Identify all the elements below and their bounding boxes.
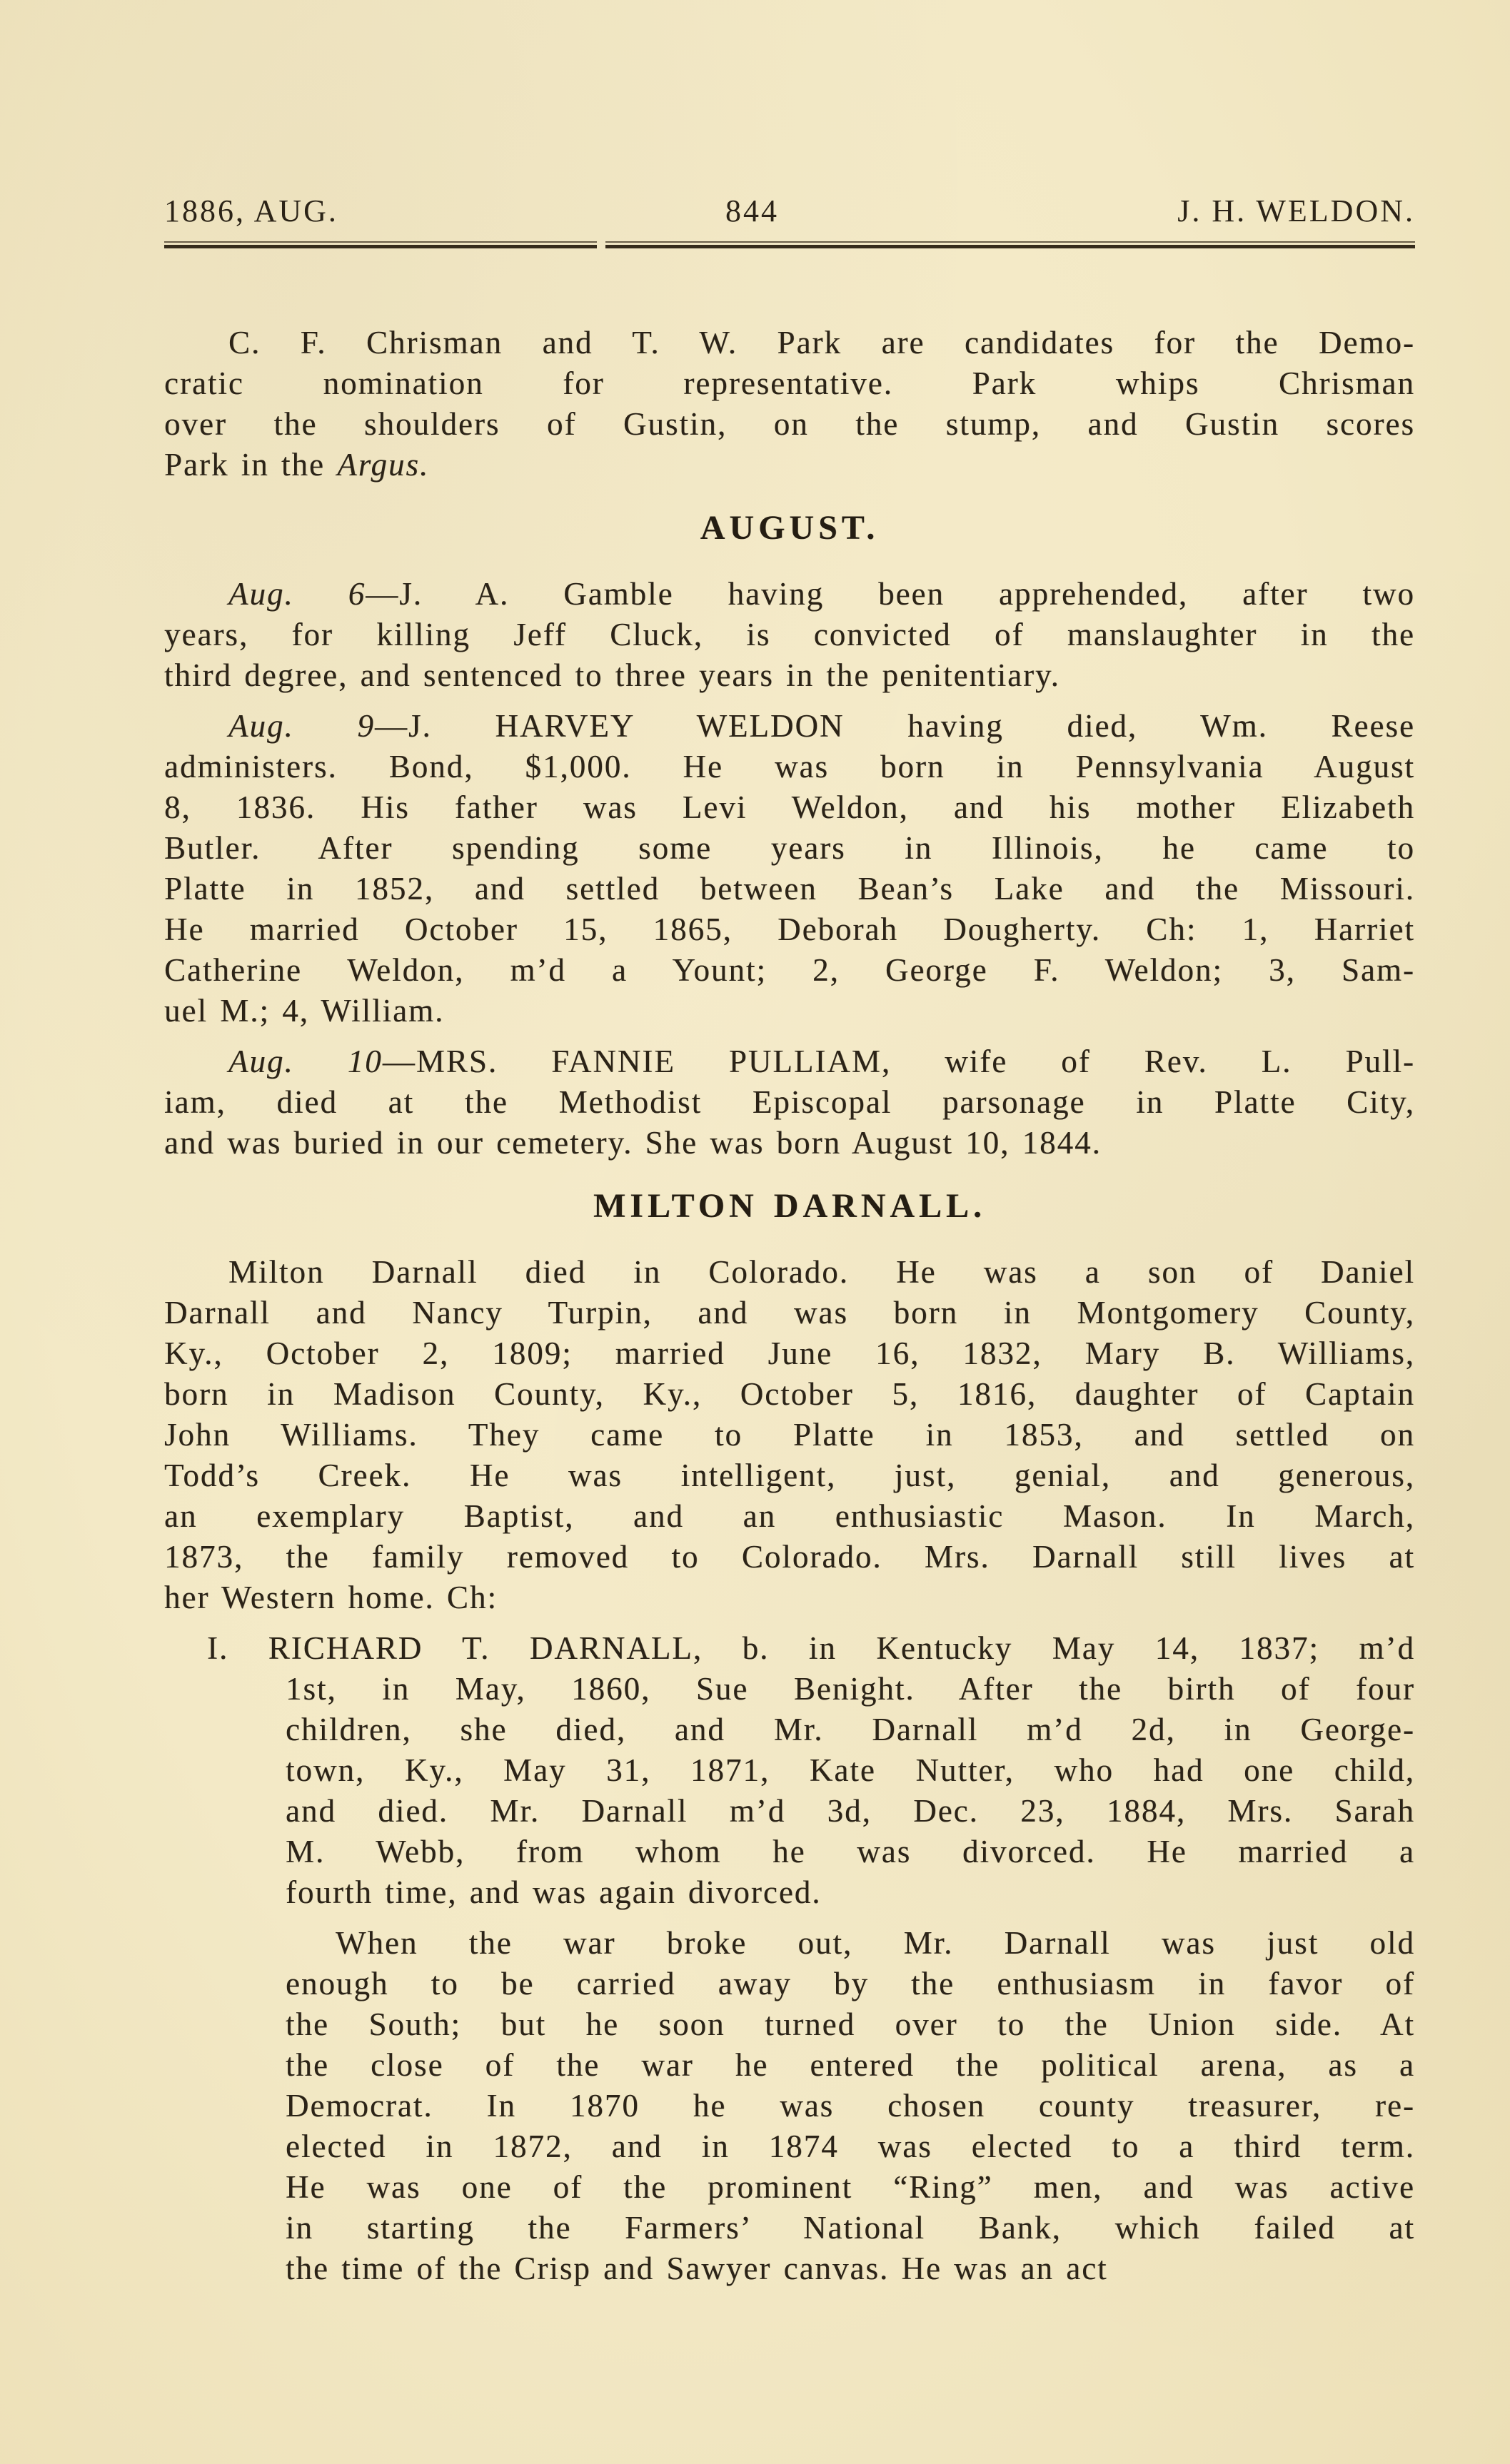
text-segment: third degree, and sentenced to three years in the penitentiary. (164, 657, 1060, 693)
text-line (286, 2004, 1415, 2045)
text-segment: iam, died at the Methodist Episcopal parsonage in Platte City, (164, 1084, 1415, 1120)
text-segment: town, Ky., May 31, 1871, Kate Nutter, who had one child, (286, 1752, 1415, 1788)
paragraph-milton-darnall-bio (164, 1252, 1415, 1618)
text-line (164, 1415, 1415, 1455)
section-heading-milton-darnall: MILTON DARNALL. (593, 1187, 987, 1225)
text-segment: Park in the (164, 447, 338, 483)
text-line (286, 1710, 1415, 1750)
text-segment: and was buried in our cemetery. She was born August 10, 1844. (164, 1125, 1102, 1161)
text-line (164, 615, 1415, 655)
text-line (286, 2208, 1415, 2248)
text-line (286, 1923, 1415, 1964)
text-segment: 8, 1836. His father was Levi Weldon, and his mother Elizabeth (164, 789, 1415, 825)
text-segment: —J. HARVEY WELDON having died, Wm. Reese (374, 708, 1415, 744)
entry-aug-9 (164, 706, 1415, 1031)
text-segment: the close of the war he entered the political arena, as a (286, 2047, 1415, 2083)
text-segment: the South; but he soon turned over to the Union side. At (286, 2006, 1415, 2042)
text-segment: When the war broke out, Mr. Darnall was just old (336, 1925, 1415, 1961)
text-segment: years, for killing Jeff Cluck, is convicted of manslaughter in the (164, 617, 1415, 652)
text-line (164, 323, 1415, 363)
text-line (286, 1872, 1415, 1913)
rule-right-segment (605, 241, 1415, 248)
text-line (164, 1123, 1415, 1163)
text-segment: Milton Darnall died in Colorado. He was a son of Daniel (228, 1254, 1415, 1290)
text-segment: 1873, the family removed to Colorado. Mrs. Darnall still lives at (164, 1539, 1415, 1575)
text-line (207, 1628, 1415, 1669)
text-segment: He married October 15, 1865, Deborah Dougherty. Ch: 1, Harriet (164, 912, 1415, 947)
section-heading-august: AUGUST. (700, 509, 880, 547)
text-segment: children, she died, and Mr. Darnall m’d 2d, in George- (286, 1712, 1415, 1747)
text-line (164, 1082, 1415, 1123)
text-segment: Democrat. In 1870 he was chosen county treasurer, re- (286, 2088, 1415, 2124)
text-segment: administers. Bond, $1,000. He was born in Pennsylvania August (164, 749, 1415, 784)
text-line (286, 2248, 1415, 2289)
paragraph-chrisman-park (164, 323, 1415, 485)
text-line (164, 445, 1415, 485)
page-number: 844 (725, 193, 779, 228)
text-line (286, 1964, 1415, 2004)
text-line (164, 404, 1415, 445)
list-item-richard-darnall (164, 1628, 1415, 1913)
text-line (286, 1791, 1415, 1832)
header-date: 1886, AUG. (164, 193, 338, 228)
text-segment: fourth time, and was again divorced. (286, 1874, 822, 1910)
text-segment: in starting the Farmers’ National Bank, which failed at (286, 2210, 1415, 2246)
text-line (164, 909, 1415, 950)
text-line (164, 950, 1415, 991)
text-line (164, 706, 1415, 747)
text-line (164, 1537, 1415, 1577)
text-line (286, 2126, 1415, 2167)
text-line (164, 869, 1415, 909)
text-line (286, 1832, 1415, 1872)
text-line (164, 747, 1415, 787)
entry-aug-6 (164, 574, 1415, 696)
text-line (286, 2045, 1415, 2086)
text-segment: M. Webb, from whom he was divorced. He married a (286, 1834, 1415, 1869)
text-segment: C. F. Chrisman and T. W. Park are candidates for the Demo- (228, 325, 1415, 360)
text-line (164, 787, 1415, 828)
text-segment: enough to be carried away by the enthusiasm in favor of (286, 1966, 1415, 2001)
text-segment: I. RICHARD T. DARNALL, b. in Kentucky May 14, 1837; m’d (207, 1630, 1415, 1666)
text-line (286, 1669, 1415, 1710)
text-line (164, 1252, 1415, 1293)
text-segment: Butler. After spending some years in Illinois, he came to (164, 830, 1415, 866)
text-line (164, 991, 1415, 1031)
running-header (164, 193, 1415, 233)
text-line (286, 2167, 1415, 2208)
text-line (164, 1455, 1415, 1496)
text-line (164, 1374, 1415, 1415)
text-segment: her Western home. Ch: (164, 1580, 498, 1615)
text-line (164, 363, 1415, 404)
text-line (164, 574, 1415, 615)
text-segment: Todd’s Creek. He was intelligent, just, genial, and generous, (164, 1458, 1415, 1493)
text-line (164, 1293, 1415, 1333)
text-segment: and died. Mr. Darnall m’d 3d, Dec. 23, 1884, Mrs. Sarah (286, 1793, 1415, 1829)
text-segment: over the shoulders of Gustin, on the stump, and Gustin scores (164, 406, 1415, 442)
text-line (164, 1041, 1415, 1082)
text-line (164, 828, 1415, 869)
text-segment: uel M.; 4, William. (164, 993, 445, 1029)
text-segment: elected in 1872, and in 1874 was elected to a third term. (286, 2129, 1415, 2164)
text-segment: the time of the Crisp and Sawyer canvas. He was an act (286, 2251, 1108, 2286)
text-segment: Darnall and Nancy Turpin, and was born in Montgomery County, (164, 1295, 1415, 1331)
italic-text: Aug. 6 (228, 576, 366, 612)
text-segment: —J. A. Gamble having been apprehended, after two (366, 576, 1415, 612)
entry-aug-10 (164, 1041, 1415, 1163)
text-segment: He was one of the prominent “Ring” men, and was active (286, 2169, 1415, 2205)
text-line (164, 655, 1415, 696)
header-rule (164, 241, 1415, 248)
text-segment: cratic nomination for representative. Park whips Chrisman (164, 365, 1415, 401)
italic-text: Aug. 9 (228, 708, 375, 744)
text-line (164, 1496, 1415, 1537)
text-segment: 1st, in May, 1860, Sue Benight. After the birth of four (286, 1671, 1415, 1707)
italic-text: Argus. (337, 447, 430, 483)
text-segment: —MRS. FANNIE PULLIAM, wife of Rev. L. Pull- (382, 1044, 1415, 1079)
paragraph-richard-darnall-war (164, 1923, 1415, 2289)
page-body (164, 323, 1415, 2299)
text-segment: born in Madison County, Ky., October 5, 1816, daughter of Captain (164, 1376, 1415, 1412)
header-name: J. H. WELDON. (1177, 193, 1415, 228)
text-line (286, 1750, 1415, 1791)
rule-left-segment (164, 241, 597, 248)
text-segment: Platte in 1852, and settled between Bean’s Lake and the Missouri. (164, 871, 1415, 907)
italic-text: Aug. 10 (228, 1044, 383, 1079)
text-segment: an exemplary Baptist, and an enthusiastic Mason. In March, (164, 1498, 1415, 1534)
text-line (164, 1333, 1415, 1374)
text-segment: John Williams. They came to Platte in 1853, and settled on (164, 1417, 1415, 1453)
text-line (286, 2086, 1415, 2126)
text-segment: Catherine Weldon, m’d a Yount; 2, George F. Weldon; 3, Sam- (164, 952, 1415, 988)
text-segment: Ky., October 2, 1809; married June 16, 1832, Mary B. Williams, (164, 1335, 1415, 1371)
text-line (164, 1577, 1415, 1618)
